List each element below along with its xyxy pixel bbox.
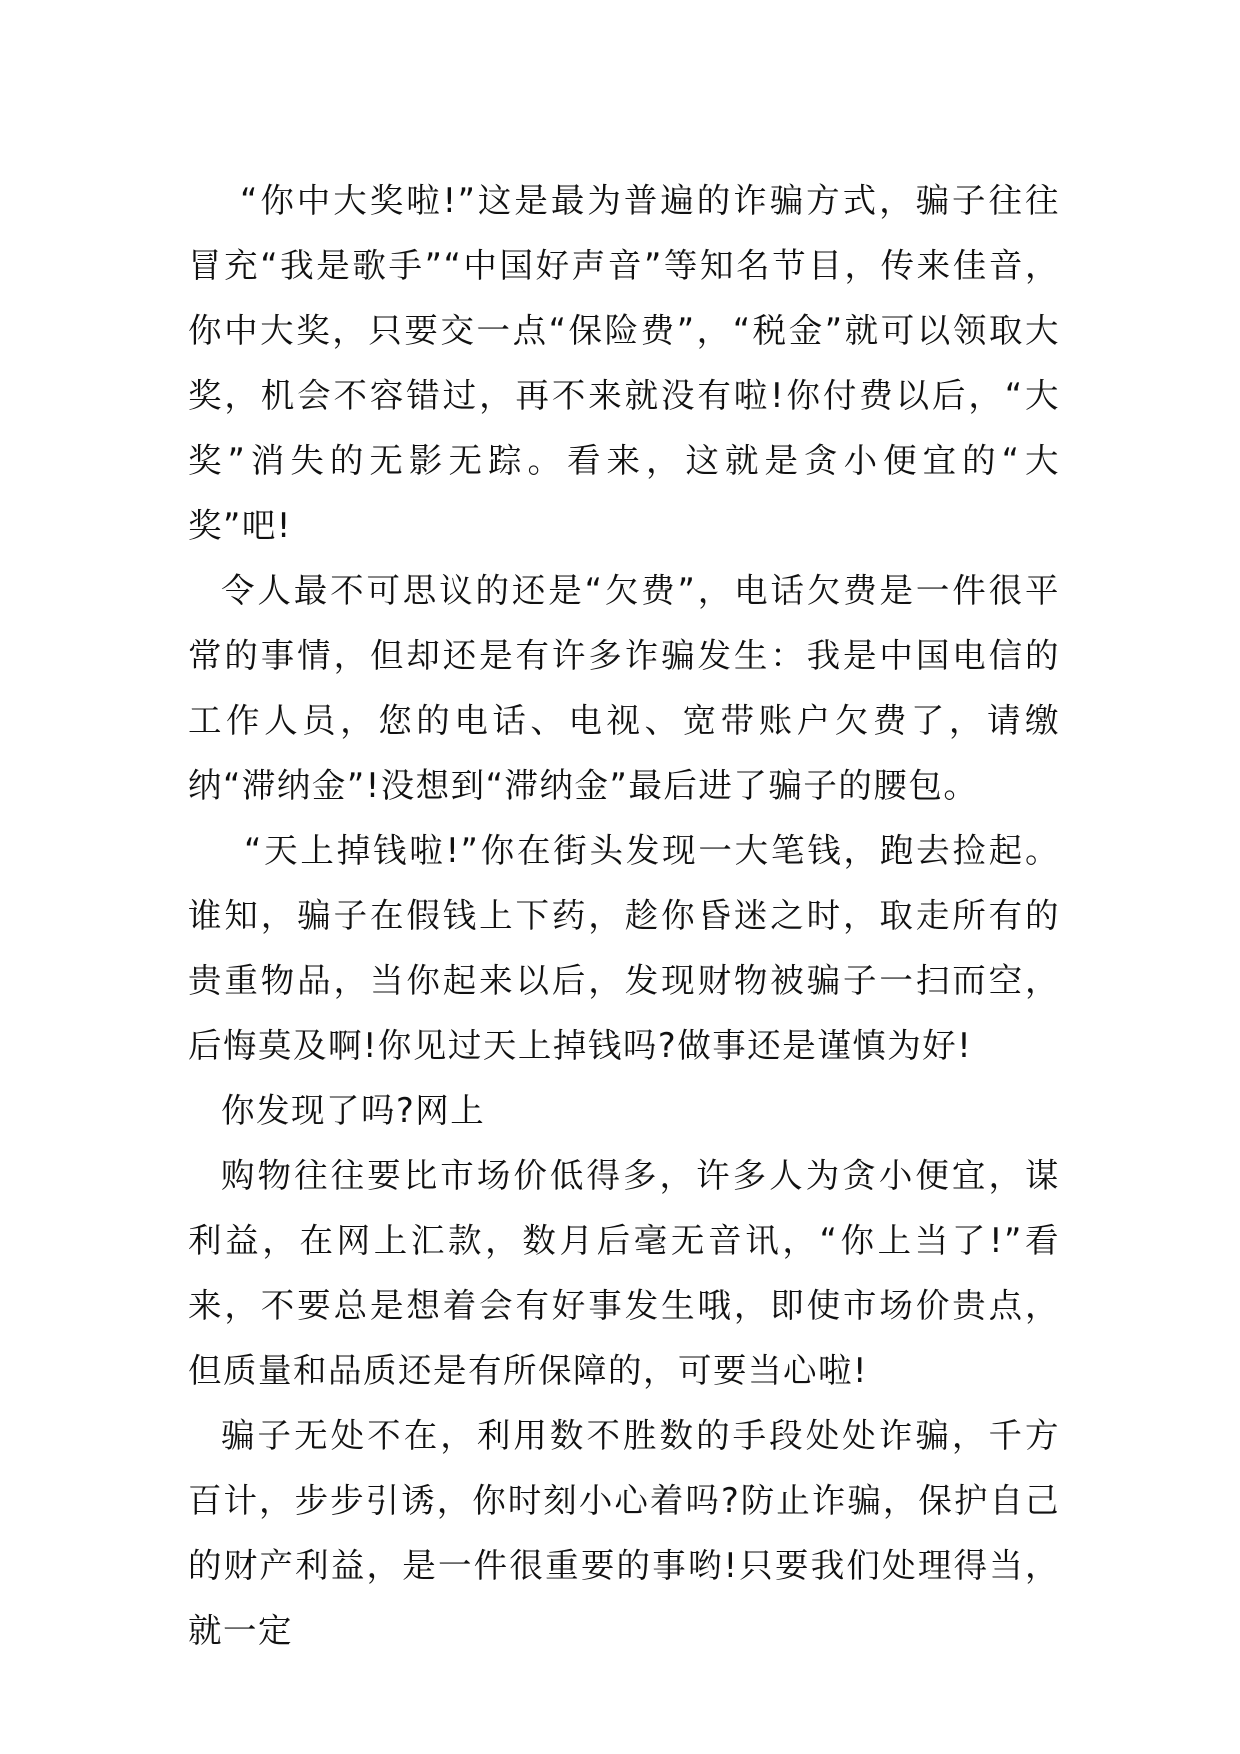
paragraph-online-intro: 你发现了吗?网上 xyxy=(221,1091,486,1130)
paragraph-money-drop-scam: “天上掉钱啦!”你在街头发现一大笔钱，跑去捡起。谁知，骗子在假钱上下药，趁你昏迷之时，取走所有的贵重物品，当你起来以后，发现财物被骗子一扫而空，后悔莫及啊!你见过天上掉钱吗?做事还是谨慎为好! xyxy=(188,831,1060,1065)
paragraph-conclusion: 骗子无处不在，利用数不胜数的手段处处诈骗，千方百计，步步引诱，你时刻小心着吗?防止诈骗，保护自己的财产利益，是一件很重要的事哟!只要我们处理得当，就一定 xyxy=(188,1416,1060,1650)
paragraph-arrears-scam: 令人最不可思议的还是“欠费”，电话欠费是一件很平常的事情，但却还是有许多诈骗发生：我是中国电信的工作人员，您的电话、电视、宽带账户欠费了，请缴纳“滞纳金”!没想到“滞纳金”最后进了骗子的腰包。 xyxy=(188,571,1060,805)
paragraph-online-shopping-scam: 购物往往要比市场价低得多，许多人为贪小便宜，谋利益，在网上汇款，数月后毫无音讯，“你上当了!”看来，不要总是想着会有好事发生哦，即使市场价贵点，但质量和品质还是有所保障的，可要当心啦! xyxy=(188,1156,1060,1390)
paragraph-prize-scam: “你中大奖啦!”这是最为普遍的诈骗方式，骗子往往冒充“我是歌手”“中国好声音”等知名节目，传来佳音，你中大奖，只要交一点“保险费”，“税金”就可以领取大奖，机会不容错过，再不来就没有啦!你付费以后，“大奖”消失的无影无踪。看来，这就是贪小便宜的“大奖”吧! xyxy=(188,181,1060,545)
document-body xyxy=(188,168,1060,1663)
